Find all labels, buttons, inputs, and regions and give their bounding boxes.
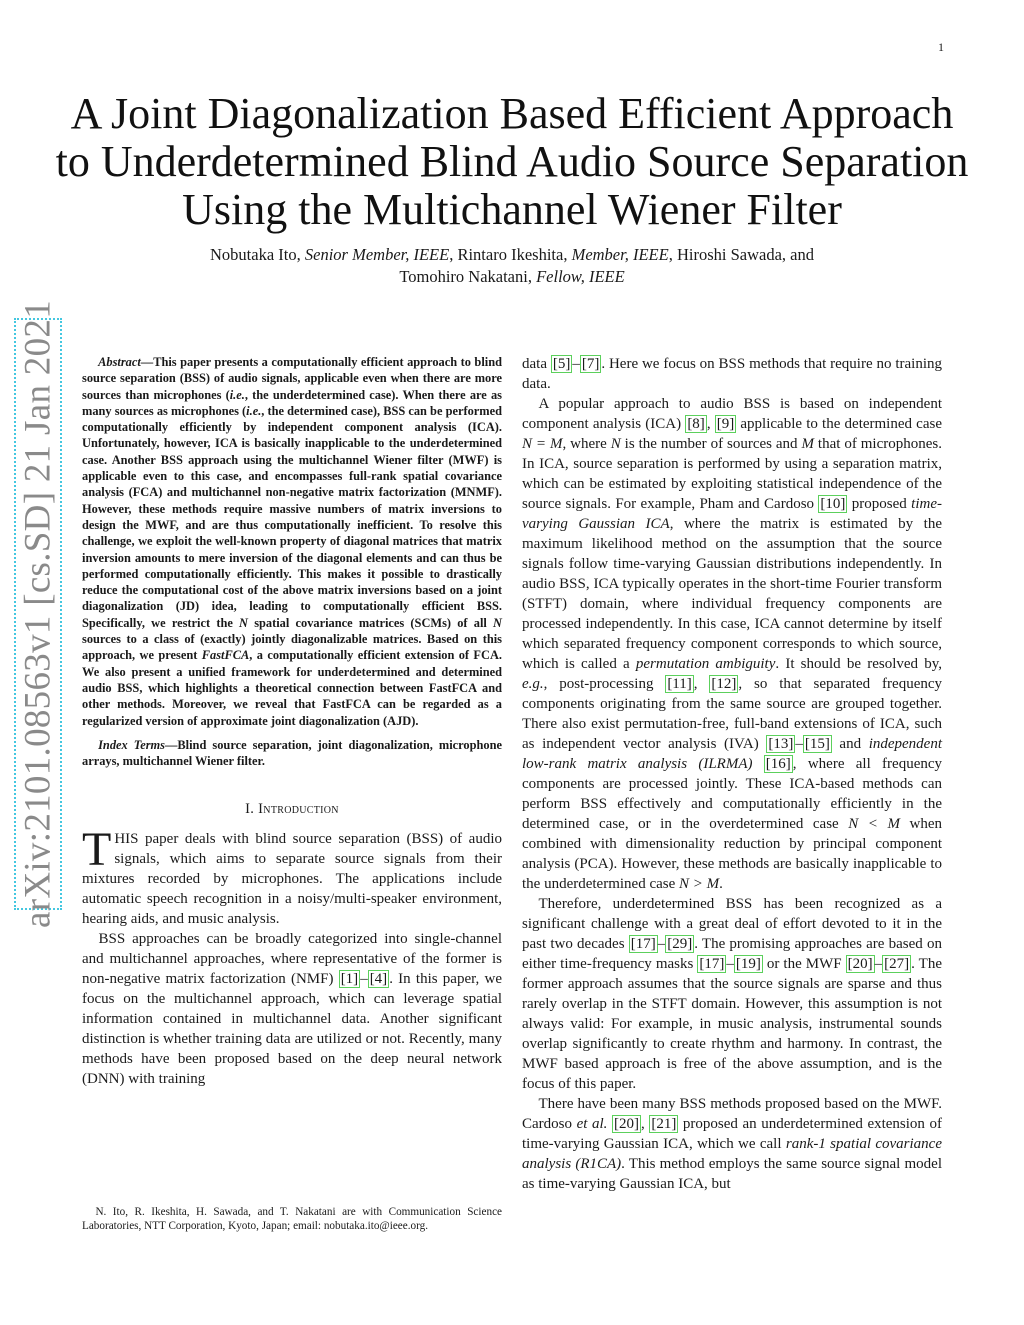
r3-comma: , xyxy=(641,1116,650,1132)
r1-text-m: when combined with dimensionality reduction by principal component analysis (PCA). However, these methods are basically inapplicable to the underdetermined case xyxy=(522,816,943,892)
intro-paragraph-2 xyxy=(82,929,502,1089)
citation-link[interactable]: [8] xyxy=(687,416,705,432)
author-ikeshita-role: Member, IEEE xyxy=(571,245,669,264)
term-time-varying-gaussian-ica: time-varying Gaussian ICA xyxy=(522,496,942,532)
page-number: 1 xyxy=(938,40,944,54)
r1-text-g: , where the matrix is estimated by the maximum likelihood method on the assumption that the source signals follow time-varying Gaussian distributions independently. In audio BSS, ICA typically operates in the short-time Fourier transform (STFT) domain, where individual frequency components are processed independently. In this case, ICA cannot determine by itself which separated frequency component corresponds to which source, which is called a xyxy=(522,516,942,672)
abstract xyxy=(82,354,502,729)
citation-link[interactable]: [17] xyxy=(699,956,725,972)
p2-dash: – xyxy=(360,971,368,988)
r2-dash-1: – xyxy=(657,936,666,952)
r1-comma: , xyxy=(706,416,715,432)
r1-text-d: is the number of sources and xyxy=(620,436,802,452)
citation-link[interactable]: [16] xyxy=(765,756,791,772)
math-n-equals-m: N = M xyxy=(522,436,563,452)
arxiv-id-text: arXiv:2101.08563v1 [cs.SD] 21 Jan 2021 xyxy=(17,299,59,929)
r1-end: . xyxy=(719,876,723,892)
r2-text-c: or the MWF xyxy=(762,956,846,972)
r0-text-b: . Here we focus on BSS methods that require no training data. xyxy=(522,356,943,392)
author-line-2 xyxy=(60,266,964,288)
affiliation-footnote: N. Ito, R. Ikeshita, H. Sawada, and T. Nakatani are with Communication Science Laboratories, NTT Corporation, Kyoto, Japan; email: nobutaka.ito@ieee.org. xyxy=(82,1206,502,1232)
drop-cap: T xyxy=(82,823,112,877)
abstract-ie-1: i.e. xyxy=(229,387,245,402)
term-r1ca: rank-1 spatial covariance analysis (R1CA) xyxy=(522,1136,942,1172)
citation-link[interactable]: [20] xyxy=(614,1116,639,1132)
abstract-text-2: , the underdetermined case). When there are as many sources as microphones ( xyxy=(82,387,502,418)
r3-text-a: There have been many BSS methods proposed based on the MWF. Cardoso xyxy=(522,1096,942,1132)
citation-link[interactable]: [1] xyxy=(340,971,359,988)
paper-title xyxy=(40,90,984,234)
citation-link[interactable]: [29] xyxy=(667,936,693,952)
abstract-dash: — xyxy=(140,355,154,369)
abstract-n-2: N xyxy=(493,615,502,630)
section-numeral: I. xyxy=(245,801,259,818)
r3-et-al: et al. xyxy=(576,1116,608,1132)
term-permutation-ambiguity: permutation ambiguity xyxy=(635,656,776,672)
r2-text-d: . The former approach assumes that the source signals are sparse and thus rarely overlap in the STFT domain. However, this assumption is not always valid: For example, in music analysis, instrumental sounds overlap significantly to create rhythm and harmony. In contrast, the MWF based approach is free of the above assumption, and is the focus of this paper. xyxy=(522,956,942,1092)
section-heading-introduction xyxy=(82,799,502,819)
intro-paragraph-1 xyxy=(82,823,502,929)
citation-link[interactable]: [27] xyxy=(884,956,910,972)
right-paragraph-1 xyxy=(522,394,942,894)
index-terms xyxy=(82,737,502,770)
intro-paragraph-1-text: paper deals with blind source separation (BSS) of audio signals, which aims to separate source signals from their mixtures recorded by microphones. The applications include automatic speech recognition in a noisy/multi-speaker environment, hearing aids, and music analysis. xyxy=(82,831,502,928)
citation-link[interactable]: [12] xyxy=(711,676,737,692)
math-n: N xyxy=(610,436,621,452)
right-paragraph-0 xyxy=(522,354,942,394)
citation-link[interactable]: [4] xyxy=(369,971,388,988)
r2-text-a: Therefore, underdetermined BSS has been recognized as a significant challenge with a great deal of effort devoted to it in the past two decades xyxy=(522,896,942,952)
abstract-text-6: , a computationally efficient extension of FCA. We also present a unified framework for underdetermined and determined audio BSS, which highlights a theoretical connection between FastFCA and other methods. Moreover, we reveal that FastFCA can be regarded as a regularized version of approximate joint diagonalization (AJD). xyxy=(82,648,502,728)
math-n-less-m: N < M xyxy=(848,816,900,832)
citation-link[interactable]: [9] xyxy=(716,416,735,432)
author-ito: Nobutaka Ito, xyxy=(210,245,305,264)
r0-text-a: data xyxy=(522,356,551,372)
author-ikeshita: , Rintaro Ikeshita, xyxy=(449,245,572,264)
r1-text-i: , post-processing xyxy=(543,676,666,692)
abstract-label: Abstract xyxy=(98,355,141,369)
r1-text-l: , where all frequency components are processed jointly. These ICA-based methods can perform BSS effectively and computationally efficiently in the determined case, or in the overdetermined case xyxy=(522,756,943,832)
math-m: M xyxy=(801,436,814,452)
abstract-fastfca: FastFCA xyxy=(201,648,250,663)
r2-dash-2: – xyxy=(726,956,734,972)
abstract-text-5: sources to a class of (exactly) jointly diagonalizable matrices. Based on this approach, we present xyxy=(82,632,502,663)
r1-text-j: , so that separated frequency components originating from the same source are grouped together. There also exist permutation-free, full-band extensions of ICA, such as independent vector analysis (IVA) xyxy=(522,676,943,752)
arxiv-identifier-stamp[interactable] xyxy=(14,299,62,929)
author-nakatani-role: Fellow, IEEE xyxy=(536,267,625,286)
p2-text-a: BSS approaches can be broadly categorized into single-channel and multichannel approaches, where representative of the former is non-negative matrix factorization (NMF) xyxy=(82,931,502,988)
abstract-ie-2: i.e. xyxy=(246,403,262,418)
abstract-n-1: N xyxy=(239,615,248,630)
intro-smallcaps: HIS xyxy=(114,831,139,848)
title-line-3: Using the Multichannel Wiener Filter xyxy=(182,185,842,234)
abstract-text-1: This paper presents a computationally efficient approach to blind source separation (BSS) of audio signals, applicable even when there are more sources than microphones ( xyxy=(82,355,502,402)
r0-dash: – xyxy=(572,356,580,372)
r1-space xyxy=(753,756,764,772)
r1-text-c: , where xyxy=(562,436,611,452)
r1-text-k: and xyxy=(831,736,869,752)
math-n-greater-m: N > M xyxy=(679,876,720,892)
r3-text-c: . This method employs the same source signal model as time-varying Gaussian ICA, but xyxy=(522,1156,942,1192)
left-column xyxy=(82,354,502,1089)
author-ito-role: Senior Member, IEEE xyxy=(304,245,450,264)
author-nakatani: Tomohiro Nakatani, xyxy=(399,267,537,286)
citation-link[interactable]: [21] xyxy=(651,1116,677,1132)
title-line-1: A Joint Diagonalization Based Efficient Approach xyxy=(70,89,954,138)
author-list xyxy=(60,244,964,288)
citation-link[interactable]: [11] xyxy=(667,676,692,692)
section-title-rest: ntroduction xyxy=(263,801,339,818)
right-column xyxy=(522,354,942,1194)
term-ilrma: independent low-rank matrix analysis (ILRMA) xyxy=(522,736,942,772)
citation-link[interactable]: [19] xyxy=(735,956,761,972)
title-line-2: to Underdetermined Blind Audio Source Separation xyxy=(55,137,969,186)
r3-text-b: proposed an underdetermined extension of time-varying Gaussian ICA, which we call xyxy=(522,1116,943,1152)
abstract-text-4: spatial covariance matrices (SCMs) of all xyxy=(248,615,494,630)
citation-link[interactable]: [10] xyxy=(820,496,846,512)
index-terms-label: Index Terms xyxy=(98,737,166,752)
citation-link[interactable]: [13] xyxy=(768,736,794,752)
index-terms-text: Blind source separation, joint diagonalization, microphone arrays, multichannel Wiener filter. xyxy=(82,737,502,769)
r1-eg: e.g. xyxy=(522,676,544,692)
r1-comma-2: , xyxy=(693,676,710,692)
right-paragraph-2 xyxy=(522,894,942,1094)
r1-dash: – xyxy=(795,736,803,752)
citation-link[interactable]: [17] xyxy=(630,936,656,952)
citation-link[interactable]: [20] xyxy=(847,956,873,972)
abstract-text-3: , the determined case), BSS can be performed computationally efficiently by independent component analysis (ICA). Unfortunately, however, ICA is basically inapplicable to the underdetermined case. Another BSS approach using the multichannel Wiener filter (MWF) is applicable even to this case, and encompasses full-rank spatial covariance analysis (FCA) and multichannel non-negative matrix factorization (MNMF). However, these methods require massive numbers of matrix inversions to design the MWF, and are thus computationally inefficient. To resolve this challenge, we exploit the well-known property of diagonal matrices that matrix inversion amounts to mere inversion of the diagonal elements and can thus be performed computationally efficiently. This makes it possible to drastically reduce the computational cost of the above matrix inversions based on a joint diagonalization (JD) idea, leading to computationally efficient BSS. Specifically, we restrict the xyxy=(82,403,502,630)
citation-link[interactable]: [15] xyxy=(804,736,830,752)
section-initial: I xyxy=(258,801,264,818)
right-paragraph-3 xyxy=(522,1094,942,1194)
p2-text-b: . In this paper, we focus on the multichannel approach, which can leverage spatial information contained in multichannel data. Another significant distinction is whether training data are utilized or not. Recently, many methods have been proposed based on the deep neural network (DNN) with training xyxy=(82,971,502,1088)
author-line-1 xyxy=(60,244,964,266)
author-sawada: , Hiroshi Sawada, and xyxy=(668,245,814,264)
r1-text-b: applicable to the determined case xyxy=(736,416,942,432)
citation-link[interactable]: [7] xyxy=(581,356,600,372)
r1-text-h: . It should be resolved by, xyxy=(775,656,942,672)
citation-link[interactable]: [5] xyxy=(552,356,571,372)
r2-dash-3: – xyxy=(874,956,883,972)
r1-text-e: that of microphones. In ICA, source separation is performed by using a separation matrix, which can be estimated by exploiting statistical independence of the source signals. For example, Pham and Cardoso xyxy=(522,436,942,512)
r2-text-b: . The promising approaches are based on either time-frequency masks xyxy=(522,936,942,972)
index-terms-dash: — xyxy=(165,737,178,752)
r1-text-f: proposed xyxy=(847,496,912,512)
r1-text-a: A popular approach to audio BSS is based on independent component analysis (ICA) xyxy=(522,396,942,432)
